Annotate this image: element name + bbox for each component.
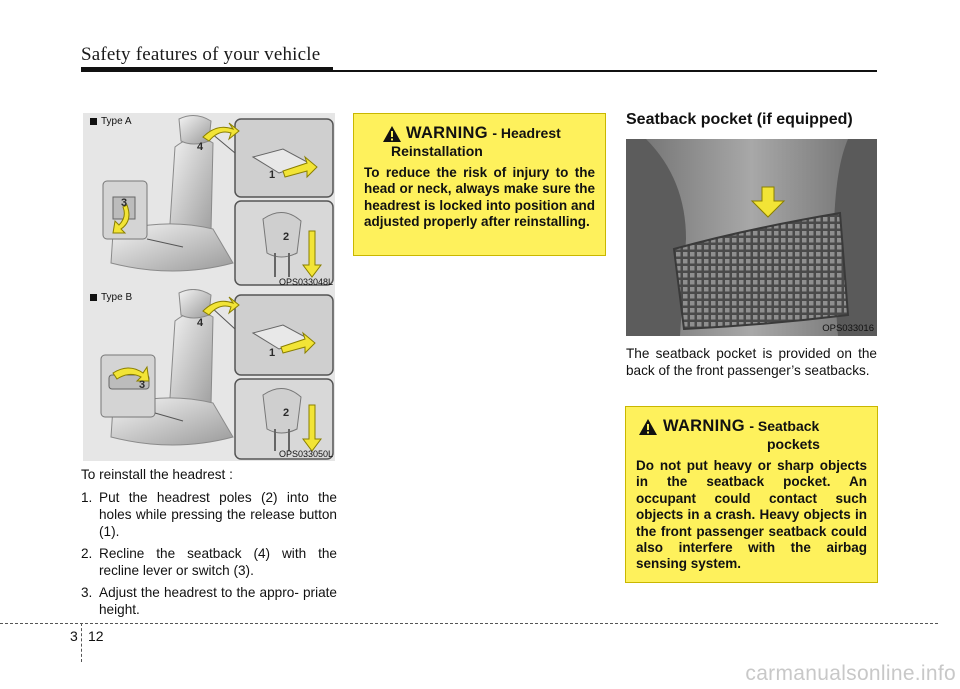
warning-word: WARNING <box>663 417 745 435</box>
reinstall-instructions <box>81 466 337 623</box>
page-number: 12 <box>88 628 104 644</box>
step-number: 3. <box>81 585 93 600</box>
step-text: Put the headrest poles (2) into the holes while pressing the release button (1). <box>99 490 337 539</box>
warning-triangle-icon <box>638 418 658 436</box>
footer-dashed-rule <box>0 623 938 624</box>
warning-subtitle-line-2: Reinstallation <box>391 143 483 159</box>
warning-subtitle-line-2: pockets <box>767 436 820 452</box>
seat-illustration-type-b <box>83 289 335 461</box>
callout-2: 2 <box>283 407 290 419</box>
warning-pocket-box <box>625 406 878 583</box>
figure-type-a-code: OPS033048L <box>278 277 333 287</box>
section-title-seatback-pocket: Seatback pocket (if equipped) <box>626 111 853 128</box>
figure-type-b-label <box>90 292 132 303</box>
seatback-pocket-description: The seatback pocket is provided on the back of the front passenger’s seatbacks. <box>626 346 877 378</box>
watermark-link[interactable]: carmanualsonline.info <box>745 662 956 685</box>
warning-headrest-body: To reduce the risk of injury to the head or neck, always make sure the headrest is locked into position and adjusted properly after reinstalling. <box>364 165 595 230</box>
instructions-steps <box>81 489 337 618</box>
warning-word: WARNING <box>406 124 488 142</box>
photo-code: OPS033016 <box>822 323 874 334</box>
warning-subtitle: - Seatback <box>749 418 820 434</box>
footer-vertical-rule <box>81 623 82 662</box>
seatback-pocket-photo <box>626 139 877 336</box>
instruction-step <box>81 489 337 540</box>
instruction-step <box>81 545 337 579</box>
seatback-pocket-illustration <box>626 139 877 336</box>
step-text: Recline the seatback (4) with the recline lever or switch (3). <box>99 546 337 578</box>
warning-pocket-body: Do not put heavy or sharp objects in the seatback pocket. An occupant could contact such objects in a crash. Heavy objects in the front passenger seatback could also interfere with the airbag sensing system. <box>636 458 867 572</box>
warning-triangle-icon <box>382 125 402 143</box>
warning-subtitle: - Headrest <box>492 125 561 141</box>
page-chapter: 3 <box>70 628 78 644</box>
square-bullet-icon <box>90 294 97 301</box>
header-rule-thin <box>333 70 877 72</box>
header-rule-thick <box>81 67 333 72</box>
instructions-intro: To reinstall the headrest : <box>81 467 233 482</box>
step-text: Adjust the headrest to the appro- priate height. <box>99 585 337 617</box>
callout-1: 1 <box>269 347 276 359</box>
warning-headrest-box <box>353 113 606 256</box>
callout-2: 2 <box>283 231 290 243</box>
step-number: 2. <box>81 546 93 561</box>
callout-4: 4 <box>197 317 204 329</box>
warning-headrest-heading <box>354 124 605 159</box>
figure-type-a <box>83 113 335 289</box>
callout-3: 3 <box>139 379 146 391</box>
warning-pocket-heading <box>626 417 877 452</box>
instruction-step <box>81 584 337 618</box>
figure-type-a-label <box>90 116 132 127</box>
callout-1: 1 <box>269 169 276 181</box>
figure-type-b-code: OPS033050L <box>278 449 333 459</box>
callout-3: 3 <box>121 197 128 209</box>
figure-type-b-label-text: Type B <box>101 292 133 303</box>
square-bullet-icon <box>90 118 97 125</box>
figure-type-b <box>83 289 335 461</box>
page-header-title: Safety features of your vehicle <box>81 44 321 65</box>
step-number: 1. <box>81 490 93 505</box>
callout-4: 4 <box>197 141 204 153</box>
figure-type-a-label-text: Type A <box>101 116 132 127</box>
